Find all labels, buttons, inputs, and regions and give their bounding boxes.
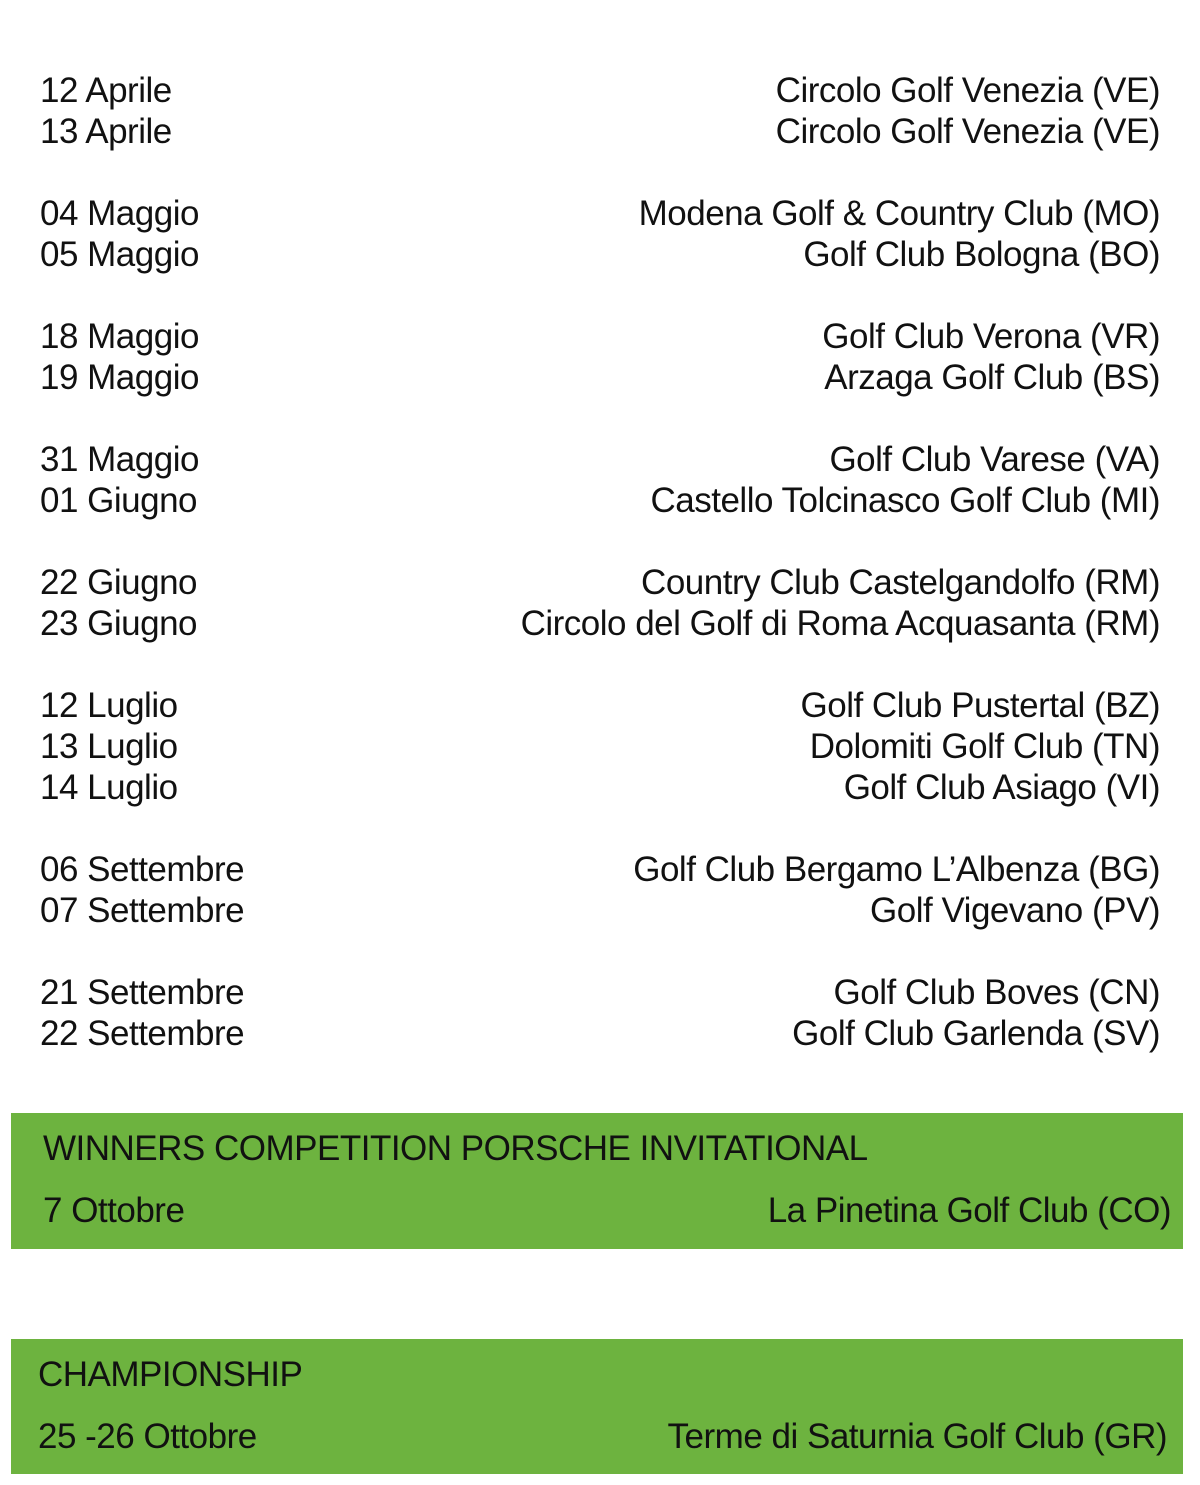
championship-banner bbox=[11, 1339, 1183, 1474]
schedule-row bbox=[40, 111, 1160, 152]
schedule-row bbox=[40, 70, 1160, 111]
schedule-row bbox=[40, 849, 1160, 890]
schedule-row bbox=[40, 972, 1160, 1013]
event-date: 18 Maggio bbox=[40, 317, 199, 356]
schedule-row bbox=[40, 439, 1160, 480]
event-venue: Golf Club Verona (VR) bbox=[822, 317, 1160, 356]
schedule-group bbox=[40, 439, 1160, 521]
event-date: 14 Luglio bbox=[40, 768, 178, 807]
championship-date: 25 -26 Ottobre bbox=[38, 1417, 257, 1456]
event-venue: Golf Club Garlenda (SV) bbox=[792, 1014, 1160, 1053]
event-date: 01 Giugno bbox=[40, 481, 198, 520]
event-date: 19 Maggio bbox=[40, 358, 199, 397]
championship-venue: Terme di Saturnia Golf Club (GR) bbox=[667, 1417, 1167, 1456]
event-date: 13 Luglio bbox=[40, 727, 178, 766]
winners-competition-title: WINNERS COMPETITION PORSCHE INVITATIONAL bbox=[43, 1129, 868, 1168]
event-date: 07 Settembre bbox=[40, 891, 245, 930]
schedule-row bbox=[40, 767, 1160, 808]
schedule-row bbox=[40, 890, 1160, 931]
schedule-group bbox=[40, 70, 1160, 152]
event-date: 22 Giugno bbox=[40, 563, 198, 602]
event-date: 06 Settembre bbox=[40, 850, 245, 889]
schedule-row bbox=[40, 726, 1160, 767]
event-date: 12 Aprile bbox=[40, 71, 172, 110]
event-venue: Golf Club Boves (CN) bbox=[833, 973, 1160, 1012]
event-venue: Golf Club Bologna (BO) bbox=[803, 235, 1160, 274]
schedule-group bbox=[40, 562, 1160, 644]
event-date: 31 Maggio bbox=[40, 440, 199, 479]
schedule-group bbox=[40, 193, 1160, 275]
event-venue: Golf Club Pustertal (BZ) bbox=[800, 686, 1160, 725]
winners-competition-banner bbox=[11, 1113, 1183, 1249]
event-date: 12 Luglio bbox=[40, 686, 178, 725]
event-venue: Dolomiti Golf Club (TN) bbox=[809, 727, 1160, 766]
schedule-group bbox=[40, 316, 1160, 398]
event-venue: Castello Tolcinasco Golf Club (MI) bbox=[650, 481, 1160, 520]
championship-title: CHAMPIONSHIP bbox=[38, 1355, 303, 1394]
schedule-group bbox=[40, 972, 1160, 1054]
event-venue: Circolo del Golf di Roma Acquasanta (RM) bbox=[520, 604, 1160, 643]
event-date: 13 Aprile bbox=[40, 112, 172, 151]
event-venue: Golf Club Asiago (VI) bbox=[843, 768, 1160, 807]
winners-competition-venue: La Pinetina Golf Club (CO) bbox=[767, 1191, 1171, 1230]
event-date: 23 Giugno bbox=[40, 604, 198, 643]
event-venue: Golf Club Varese (VA) bbox=[829, 440, 1160, 479]
event-date: 21 Settembre bbox=[40, 973, 245, 1012]
schedule-group bbox=[40, 685, 1160, 808]
schedule-row bbox=[40, 603, 1160, 644]
event-venue: Circolo Golf Venezia (VE) bbox=[775, 112, 1160, 151]
schedule-row bbox=[40, 480, 1160, 521]
schedule-row bbox=[40, 1013, 1160, 1054]
event-venue: Golf Club Bergamo L’Albenza (BG) bbox=[633, 850, 1160, 889]
schedule-row bbox=[40, 562, 1160, 603]
schedule-row bbox=[40, 193, 1160, 234]
event-venue: Arzaga Golf Club (BS) bbox=[824, 358, 1160, 397]
event-venue: Golf Vigevano (PV) bbox=[870, 891, 1160, 930]
schedule-row bbox=[40, 234, 1160, 275]
event-venue: Modena Golf & Country Club (MO) bbox=[638, 194, 1160, 233]
winners-competition-row bbox=[43, 1181, 1171, 1241]
winners-competition-date: 7 Ottobre bbox=[43, 1191, 185, 1230]
schedule-row bbox=[40, 357, 1160, 398]
schedule-group bbox=[40, 849, 1160, 931]
event-date: 04 Maggio bbox=[40, 194, 199, 233]
schedule-list bbox=[40, 70, 1160, 1095]
event-venue: Circolo Golf Venezia (VE) bbox=[775, 71, 1160, 110]
event-date: 22 Settembre bbox=[40, 1014, 245, 1053]
schedule-row bbox=[40, 685, 1160, 726]
event-venue: Country Club Castelgandolfo (RM) bbox=[641, 563, 1160, 602]
schedule-row bbox=[40, 316, 1160, 357]
event-date: 05 Maggio bbox=[40, 235, 199, 274]
championship-row bbox=[38, 1407, 1167, 1467]
